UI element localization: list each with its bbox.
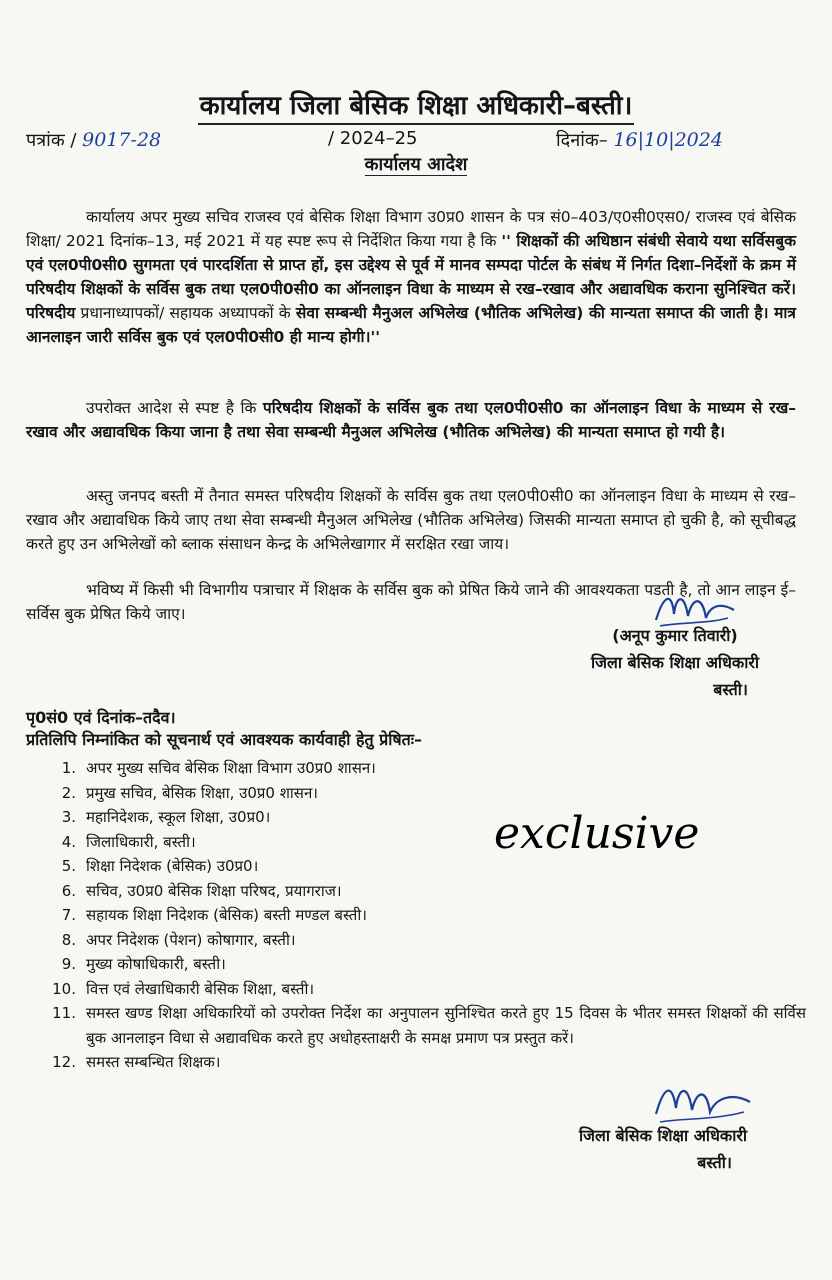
watermark-text: exclusive [494,808,700,859]
session-year: / 2024–25 [328,128,418,149]
list-item: 4. जिलाधिकारी, बस्ती। [61,832,196,851]
officer-place: बस्ती। [697,1153,732,1172]
forwarding-ref: पृ0सं0 एवं दिनांक–तदैव। [26,708,176,727]
copy-to-heading: प्रतिलिपि निम्नांकित को सूचनार्थ एवं आवश्यक कार्यवाही हेतु प्रेषितः– [26,730,423,749]
signature-block-1 [560,622,790,703]
letter-date: दिनांक– 16|10|2024 [556,129,723,151]
paragraph-4: भविष्य में किसी भी विभागीय पत्राचार में शिक्षक के सर्विस बुक को प्रेषित किये जाने की आवश्यकता पडती है, तो आन लाइन ई–सर्विस बुक प्रेषित किये जाए। [26,581,796,623]
recipient-list [36,756,806,1075]
list-item: 10. वित्त एवं लेखाधिकारी बेसिक शिक्षा, बस्ती। [52,979,315,998]
list-item: 1. अपर मुख्य सचिव बेसिक शिक्षा विभाग उ0प्र0 शासन। [61,759,376,777]
office-title: कार्यालय जिला बेसिक शिक्षा अधिकारी–बस्ती। [0,86,832,122]
list-item: 6. सचिव, उ0प्र0 बेसिक शिक्षा परिषद, प्रयागराज। [61,881,342,900]
paragraph-1: कार्यालय अपर मुख्य सचिव राजस्व एवं बेसिक शिक्षा विभाग उ0प्र0 शासन के पत्र सं0–403/ए0सी0एस0/ राजस्व एवं बेसिक शिक्षा/ 2021 दिनांक–13, मई 2021 में यह स्पष्ट रूप से निर्देशित किया गया है कि '' शिक्षकों की अधिष्ठान संबंधी सेवाये यथा सर्विसबुक एवं एल0पी0सी0 सुगमता एवं पारदर्शिता से प्राप्त हों, इस उद्देश्य से पूर्व में मानव सम्पदा पोर्टल के संबंध में निर्गत दिशा–निर्देशों के क्रम में परिषदीय शिक्षकों के सर्विस बुक तथा एल0पी0सी0 का ऑनलाइन विधा के माध्यम से रख–रखाव और अद्यावधिक कराना सुनिश्चित करें। परिषदीय प्रधानाध्यापकों/ सहायक अध्यापकों के सेवा सम्बन्धी मैनुअल अभिलेख (भौतिक अभिलेख) की मान्यता समाप्त की जाती है। मात्र आनलाइन जारी सर्विस बुक एवं एल0पी0सी0 ही मान्य होगी।'' [26,208,796,346]
officer-place: बस्ती। [713,680,748,699]
paragraph-3: अस्तु जनपद बस्ती में तैनात समस्त परिषदीय शिक्षकों के सर्विस बुक तथा एल0पी0सी0 का ऑनलाइन विधा के माध्यम से रख–रखाव और अद्यावधिक किये जाए तथा सेवा सम्बन्धी मैनुअल अभिलेख (भौतिक अभिलेख) जिसकी मान्यता समाप्त हो चुकी है, को सूचीबद्ध करते हुए उन अभिलेखों को ब्लाक संसाधन केन्द्र के अभिलेखागार में सरक्षित रखा जाय। [26,487,796,553]
list-item: 7. सहायक शिक्षा निदेशक (बेसिक) बस्ती मण्डल बस्ती। [61,906,367,924]
list-item: 3. महानिदेशक, स्कूल शिक्षा, उ0प्र0। [61,808,271,826]
list-item: 11. समस्त खण्ड शिक्षा अधिकारियों को उपरोक्त निर्देश का अनुपालन सुनिश्चित करते हुए 15 दिवस के भीतर समस्त शिक्षकों की सर्विस बुक आनलाइन विधा से अद्यावधिक करते हुए अधोहस्ताक्षरी के समक्ष प्रमाण पत्र प्रस्तुत करें। [52,1004,806,1047]
date-handwritten: 16|10|2024 [613,129,723,151]
order-title: कार्यालय आदेश [364,154,468,175]
officer-name: (अनूप कुमार तिवारी) [612,626,738,645]
list-item: 12. समस्त सम्बन्धित शिक्षक। [52,1053,221,1071]
list-item: 8. अपर निदेशक (पेशन) कोषागार, बस्ती। [61,930,296,949]
letter-number: पत्रांक / 9017-28 [26,129,162,151]
officer-designation: जिला बेसिक शिक्षा अधिकारी [578,1126,748,1145]
officer-designation: जिला बेसिक शिक्षा अधिकारी [590,653,760,672]
list-item: 5. शिक्षा निदेशक (बेसिक) उ0प्र0। [61,857,259,875]
letter-number-handwritten: 9017-28 [82,129,162,151]
list-item: 2. प्रमुख सचिव, बेसिक शिक्षा, उ0प्र0 शासन। [61,783,318,802]
list-item: 9. मुख्य कोषाधिकारी, बस्ती। [61,955,226,973]
paragraph-2: उपरोक्त आदेश से स्पष्ट है कि परिषदीय शिक्षकों के सर्विस बुक तथा एल0पी0सी0 का ऑनलाइन विधा के माध्यम से रख–रखाव और अद्यावधिक किया जाना है तथा सेवा सम्बन्धी मैनुअल अभिलेख (भौतिक अभिलेख) की मान्यता समाप्त हो गयी है। [26,399,796,441]
signature-block-2 [548,1122,778,1176]
